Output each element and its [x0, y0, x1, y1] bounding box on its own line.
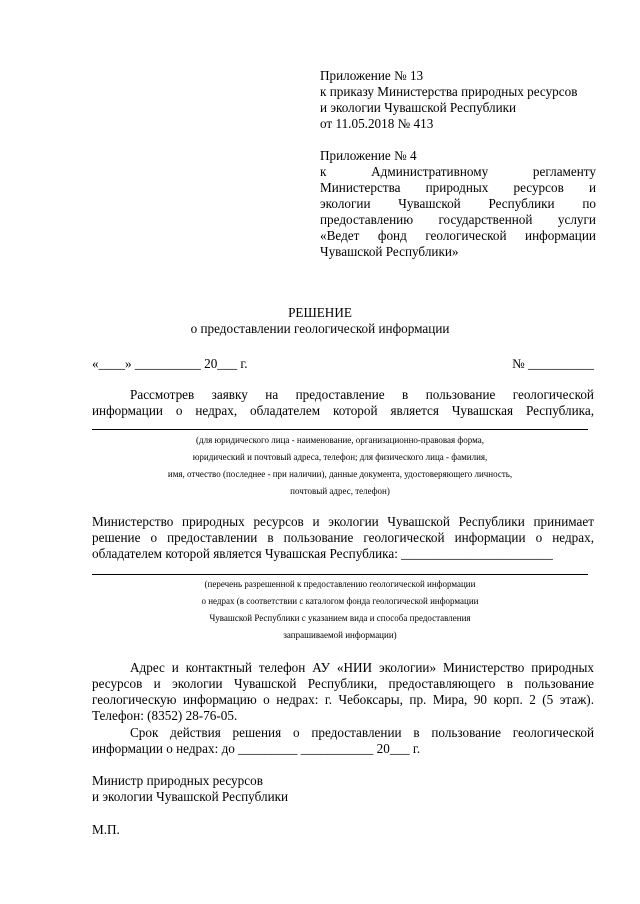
appendix-13-title: Приложение № 13	[320, 68, 424, 83]
word: и	[588, 180, 596, 195]
word: Чувашской	[398, 196, 461, 211]
minister-title-line-2: и экологии Чувашской Республики	[92, 789, 289, 804]
information-note-line: запрашиваемой информации)	[283, 630, 397, 640]
word: услуги	[557, 212, 596, 227]
appendix-4-line-4	[320, 212, 596, 228]
applicant-note-line: (для юридического лица - наименование, организационно-правовая форма,	[196, 435, 484, 445]
paragraph-ministry-decision	[92, 514, 594, 562]
decision-heading	[80, 305, 560, 337]
word: Республики	[488, 196, 555, 211]
information-note-line: (перечень разрешенной к предоставлению геологической информации	[204, 579, 476, 589]
word: «Ведет	[320, 228, 360, 243]
appendix-13-ministry: и экологии Чувашской Республики	[320, 100, 517, 115]
appendix-13-order: к приказу Министерства природных ресурсов	[320, 84, 578, 99]
stamp-place: М.П.	[92, 822, 120, 837]
appendix-4-title: Приложение № 4	[320, 148, 417, 163]
date-number-row	[92, 356, 594, 372]
word: предоставлению	[320, 212, 414, 227]
appendix-4-line-1	[320, 164, 596, 180]
paragraph-validity-line-2: информации о недрах: до _________ ___________ 20___ г.	[92, 741, 421, 756]
appendix-13-block	[320, 68, 596, 132]
paragraph-address-line-4: Телефон: (8352) 28-76-05.	[92, 708, 238, 723]
appendix-4-line-3	[320, 196, 596, 212]
applicant-note	[92, 432, 588, 500]
word: Административному	[371, 164, 489, 179]
appendix-4-line-5	[320, 228, 596, 244]
word: информации	[525, 228, 596, 243]
paragraph-address-line-1: Адрес и контактный телефон АУ «НИИ экологии» Министерство природных	[130, 660, 594, 675]
word: экологии	[320, 196, 371, 211]
paragraph-validity	[92, 725, 594, 757]
paragraph-validity-line-1: Срок действия решения о предоставлении в пользование геологической	[130, 725, 594, 740]
information-note-line: о недрах (в соответствии с каталогом фонда геологической информации	[201, 596, 479, 606]
information-underline	[92, 574, 588, 575]
information-note-line: Чувашской Республики с указанием вида и способа предоставления	[209, 613, 471, 623]
applicant-note-line: имя, отчество (последнее - при наличии), данные документа, удостоверяющего личность,	[167, 469, 513, 479]
word: государственной	[438, 212, 533, 227]
word: фонд	[377, 228, 407, 243]
appendix-4-block	[320, 148, 596, 260]
appendix-4-line-6: Чувашской Республики»	[320, 244, 459, 259]
paragraph-application-line-2: информации о недрах, обладателем которой является Чувашская Республика,	[92, 403, 594, 418]
paragraph-ministry-line-1: Министерство природных ресурсов и экологии Чувашской Республики принимает	[92, 514, 594, 529]
information-note	[92, 576, 588, 644]
paragraph-ministry-line-2: решение о предоставлении в пользование геологической информации о недрах,	[92, 530, 594, 545]
decision-number-field: № __________	[512, 356, 594, 371]
word: регламенту	[532, 164, 596, 179]
paragraph-application	[92, 387, 594, 419]
paragraph-ministry-line-3: обладателем которой является Чувашская Республика: _______________________	[92, 546, 553, 561]
applicant-note-line: почтовый адрес, телефон)	[290, 486, 390, 496]
word: геологической	[425, 228, 507, 243]
appendix-13-date: от 11.05.2018 № 413	[320, 116, 434, 131]
word: к	[320, 164, 327, 179]
paragraph-application-line-1: Рассмотрев заявку на предоставление в пользование геологической	[130, 387, 594, 402]
paragraph-address-line-3: геологическую информацию о недрах: г. Чебоксары, пр. Мира, 90 корп. 2 (5 этаж).	[92, 692, 594, 707]
decision-subtitle: о предоставлении геологической информации	[190, 321, 450, 336]
word: Министерства	[320, 180, 401, 195]
applicant-underline	[92, 429, 588, 430]
word: ресурсов	[513, 180, 564, 195]
word: по	[582, 196, 596, 211]
paragraph-address-line-2: ресурсов и экологии Чувашской Республики, предоставляющего в пользование	[92, 676, 594, 691]
decision-title: РЕШЕНИЕ	[288, 305, 352, 320]
decision-date-field: «____» __________ 20___ г.	[92, 356, 248, 371]
paragraph-address	[92, 660, 594, 724]
signature-block	[92, 773, 492, 805]
appendix-4-line-2	[320, 180, 596, 196]
applicant-note-line: юридический и почтовый адреса, телефон; для физического лица - фамилия,	[192, 452, 488, 462]
word: природных	[425, 180, 489, 195]
minister-title-line-1: Министр природных ресурсов	[92, 773, 263, 788]
